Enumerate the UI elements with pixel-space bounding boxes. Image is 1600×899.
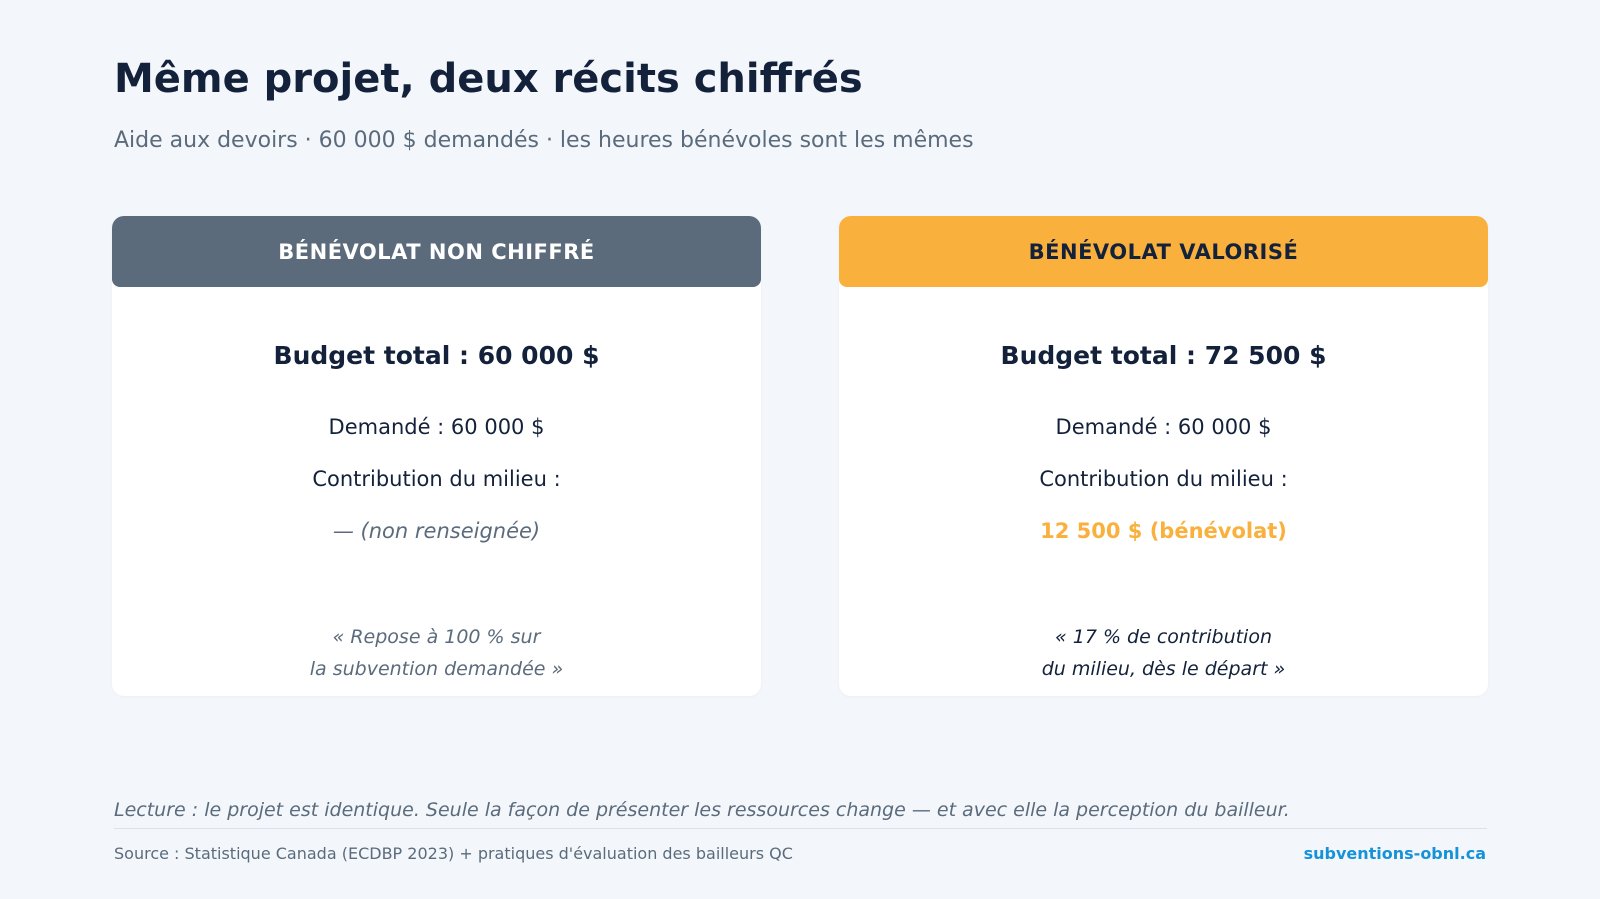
contribution-value: 12 500 $ (bénévolat) — [1040, 519, 1287, 543]
card-unvalued-volunteering — [112, 216, 761, 696]
card-header: BÉNÉVOLAT NON CHIFFRÉ — [112, 216, 761, 287]
card-quote — [839, 621, 1488, 685]
contribution-label: Contribution du milieu : — [312, 467, 561, 491]
requested-amount: Demandé : 60 000 $ — [1055, 415, 1272, 439]
contribution-value: — (non renseignée) — [332, 519, 541, 543]
footer-divider — [114, 828, 1487, 829]
quote-line: « Repose à 100 % sur — [332, 626, 541, 648]
quote-line: la subvention demandée » — [309, 658, 564, 680]
card-header: BÉNÉVOLAT VALORISÉ — [839, 216, 1488, 287]
page-title: Même projet, deux récits chiffrés — [114, 56, 863, 102]
card-valued-volunteering — [839, 216, 1488, 696]
card-quote — [112, 621, 761, 685]
budget-total: Budget total : 72 500 $ — [1000, 341, 1327, 370]
contribution-label: Contribution du milieu : — [1039, 467, 1288, 491]
reading-note: Lecture : le projet est identique. Seule la façon de présenter les ressources change — et avec elle la perception du bailleur. — [114, 799, 1290, 821]
quote-line: « 17 % de contribution — [1054, 626, 1272, 648]
budget-total: Budget total : 60 000 $ — [273, 341, 600, 370]
requested-amount: Demandé : 60 000 $ — [328, 415, 545, 439]
site-link[interactable]: subventions-obnl.ca — [1303, 844, 1486, 863]
source-note: Source : Statistique Canada (ECDBP 2023) + pratiques d'évaluation des bailleurs QC — [114, 844, 793, 863]
page-subtitle: Aide aux devoirs · 60 000 $ demandés · les heures bénévoles sont les mêmes — [114, 128, 974, 153]
quote-line: du milieu, dès le départ » — [1041, 658, 1286, 680]
